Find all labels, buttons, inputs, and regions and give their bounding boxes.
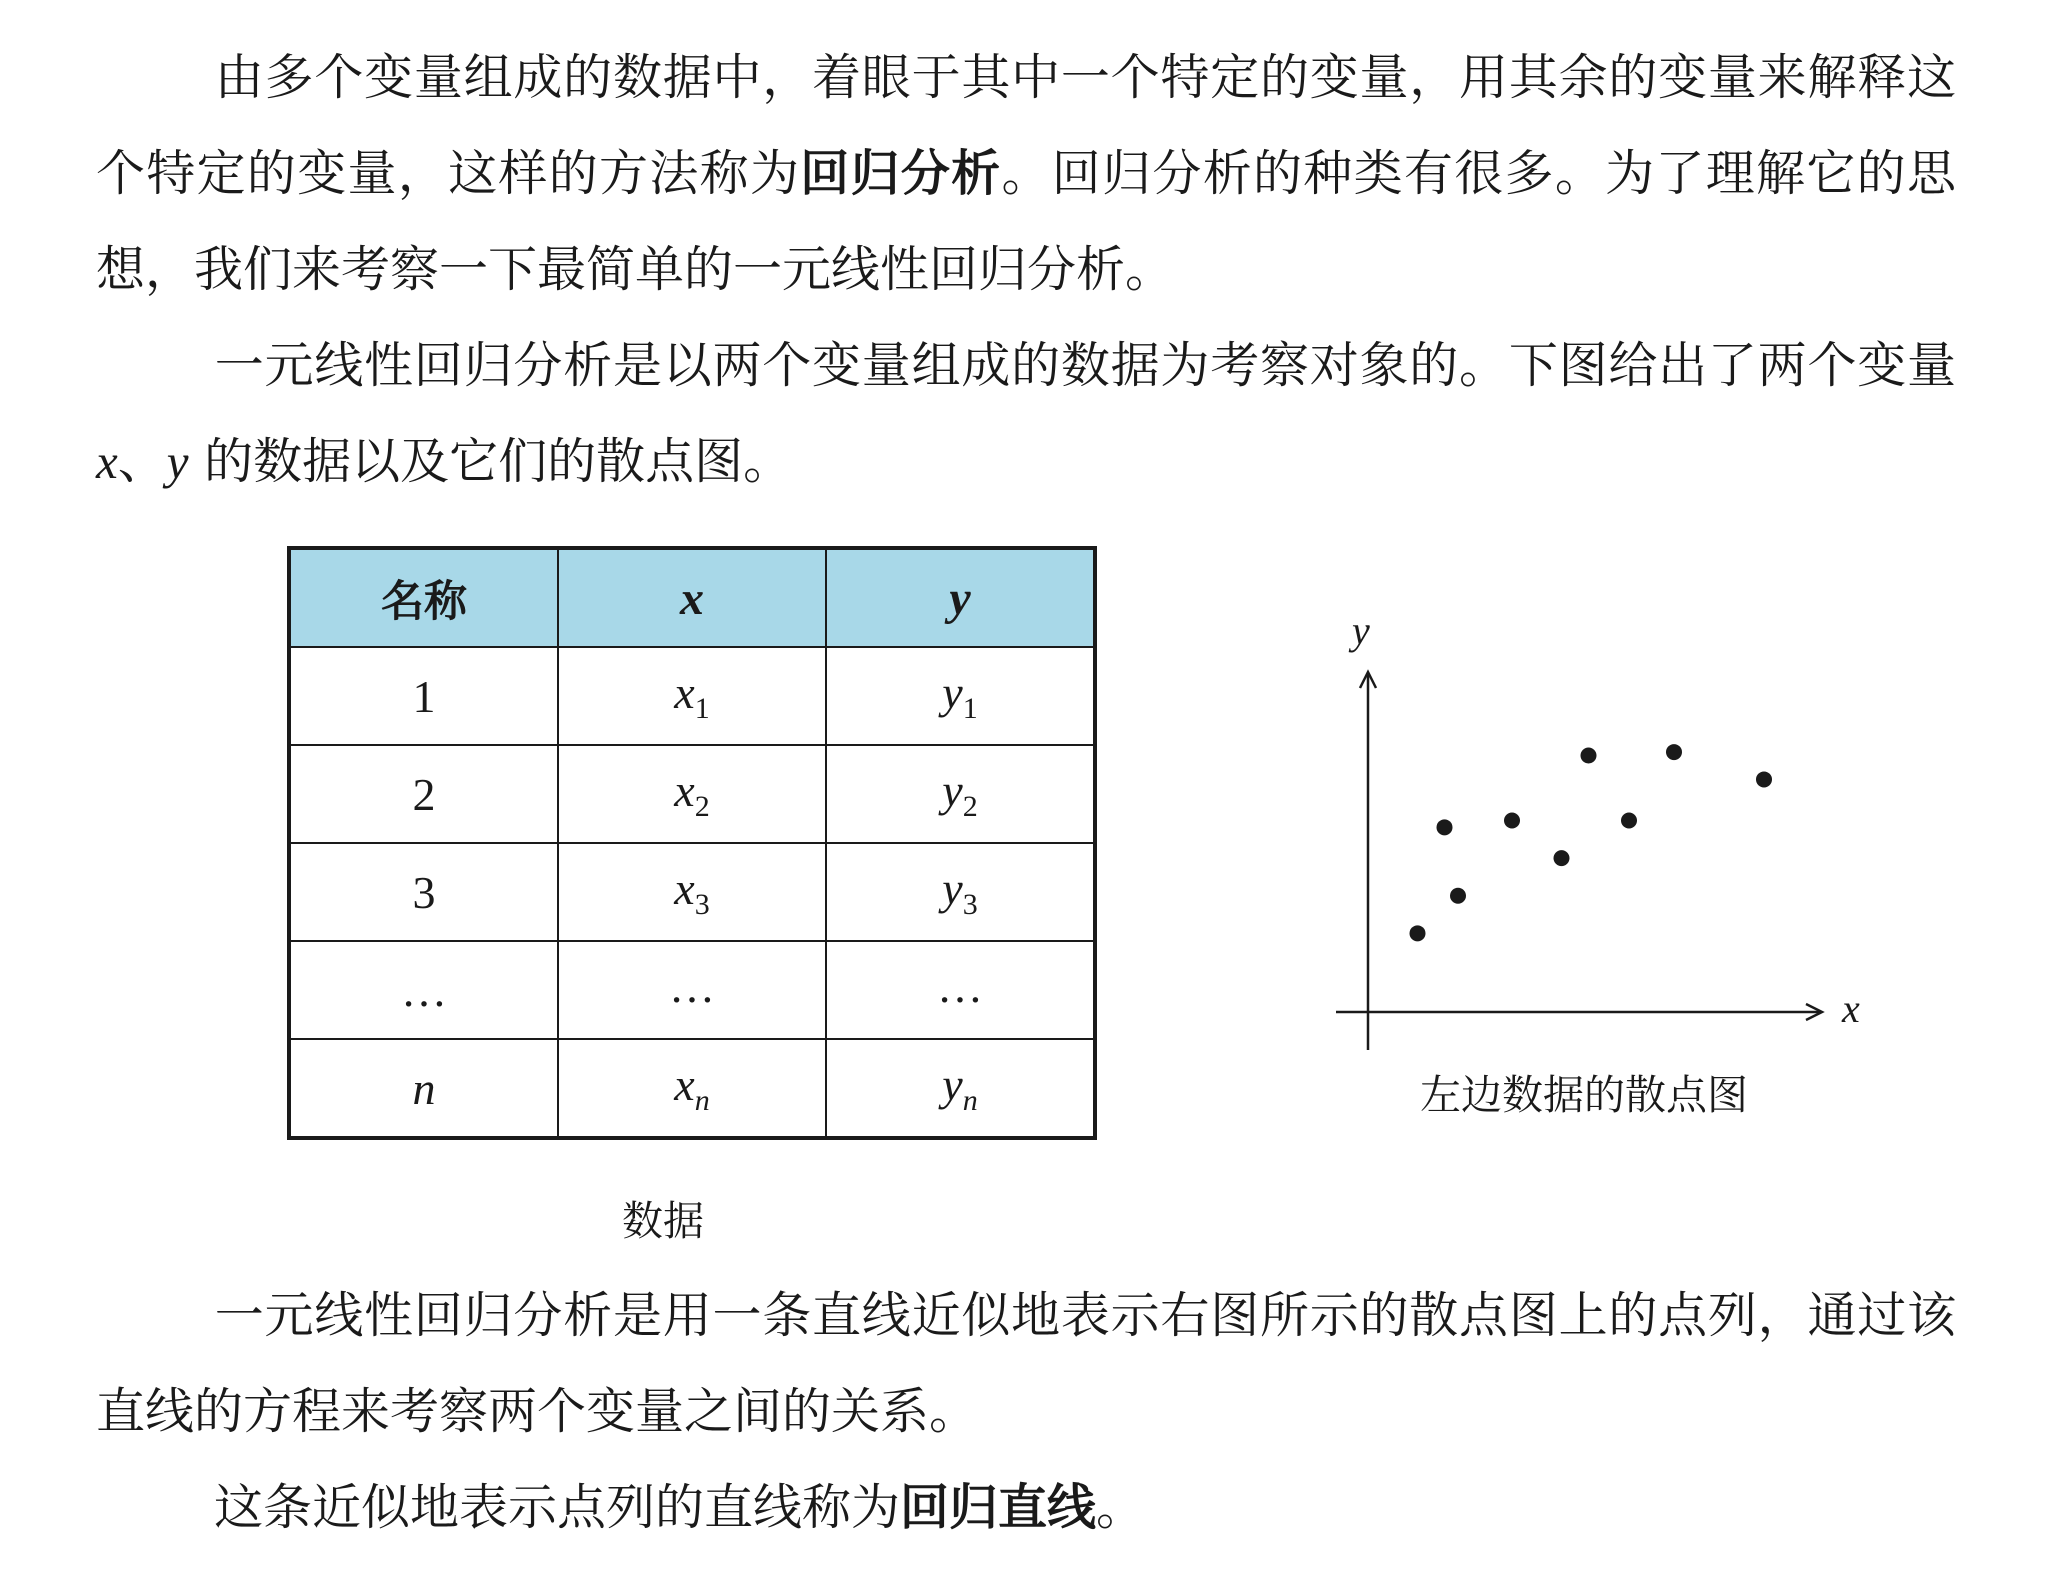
data-point-9 [1756, 771, 1772, 787]
x-subscript: 2 [694, 790, 710, 823]
linear-text-2: 的数据以及它们的散点图。 [188, 433, 793, 490]
y-symbol: y [942, 1059, 963, 1110]
data-point-7 [1621, 812, 1637, 828]
x-axis-label: x [1842, 986, 1860, 1031]
linear-text-1: 一元线性回归分析是以两个变量组成的数据为考察对象的。下图给出了两个变量 [214, 337, 1956, 394]
x-subscript: n [694, 1084, 710, 1117]
x-symbol: … [669, 961, 715, 1012]
data-points [1410, 744, 1773, 941]
table-row [289, 843, 1095, 941]
y-symbol: y [942, 863, 963, 914]
y-symbol: y [942, 765, 963, 816]
header-y: y [826, 548, 1095, 647]
row-x [558, 843, 826, 941]
scatter-plot [1300, 600, 1880, 1060]
x-symbol: x [674, 667, 695, 718]
paragraph-regression-line [96, 1460, 1956, 1556]
term-regression-analysis: 回归分析 [800, 145, 1002, 202]
row-y [826, 647, 1095, 745]
row-x [558, 745, 826, 843]
row-name: … [289, 941, 558, 1039]
y-subscript: 1 [962, 692, 978, 725]
row-y [826, 745, 1095, 843]
y-axis-label: y [1352, 608, 1370, 653]
row-x [558, 647, 826, 745]
y-subscript: n [962, 1084, 978, 1117]
table-row [289, 941, 1095, 1039]
data-point-8 [1666, 744, 1682, 760]
paragraph-intro [96, 30, 1956, 318]
term-regression-line: 回归直线 [900, 1479, 1097, 1536]
regression-line-text-1: 这条近似地表示点列的直线称为 [214, 1479, 901, 1536]
intro-text-2: 。回归分析的种类有很多。为了理解它的思想，我们来考察一下最简单的一元线性回归分析。 [96, 145, 1956, 298]
row-y [826, 941, 1095, 1039]
x-subscript: 3 [694, 888, 710, 921]
y-symbol: y [942, 667, 963, 718]
paragraph-linear-regression [96, 318, 1956, 510]
data-table [287, 546, 1097, 1140]
data-point-6 [1581, 748, 1597, 764]
row-x [558, 1039, 826, 1138]
paragraph-line-approximation [96, 1268, 1956, 1460]
header-name: 名称 [289, 548, 558, 647]
intro-text-1: 由多个变量组成的数据中，着眼于其中一个特定的变量，用其余的变量来解释这个特定的变量，这样的方法称为 [96, 49, 1956, 202]
scatter-caption: 左边数据的散点图 [1420, 1071, 1748, 1119]
row-y [826, 1039, 1095, 1138]
row-y [826, 843, 1095, 941]
row-x [558, 941, 826, 1039]
regression-line-text-2: 。 [1096, 1479, 1146, 1536]
header-x: x [558, 548, 826, 647]
data-point-3 [1450, 888, 1466, 904]
y-symbol: … [937, 961, 983, 1012]
variable-separator: 、 [117, 433, 167, 490]
variable-y: y [166, 434, 189, 489]
variable-x: x [96, 434, 118, 489]
table-row [289, 647, 1095, 745]
table-row [289, 1039, 1095, 1138]
x-symbol: x [674, 1059, 695, 1110]
row-name: n [289, 1039, 558, 1138]
y-subscript: 2 [962, 790, 978, 823]
table-header-row [289, 548, 1095, 647]
table-caption: 数据 [622, 1197, 704, 1245]
x-subscript: 1 [694, 692, 710, 725]
x-symbol: x [674, 765, 695, 816]
y-subscript: 3 [962, 888, 978, 921]
data-point-5 [1554, 850, 1570, 866]
data-point-2 [1437, 819, 1453, 835]
row-name: 1 [289, 647, 558, 745]
data-point-4 [1504, 812, 1520, 828]
data-point-1 [1410, 925, 1426, 941]
approximation-text: 一元线性回归分析是用一条直线近似地表示右图所示的散点图上的点列，通过该直线的方程来考察两个变量之间的关系。 [96, 1287, 1956, 1440]
row-name: 3 [289, 843, 558, 941]
row-name: 2 [289, 745, 558, 843]
x-symbol: x [674, 863, 695, 914]
table-row [289, 745, 1095, 843]
